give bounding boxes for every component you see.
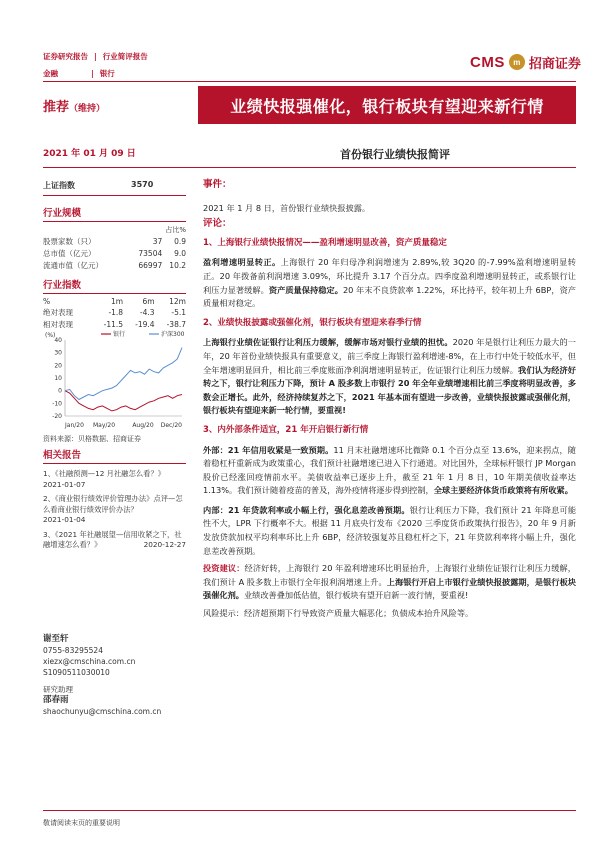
cms-logo [470,52,581,72]
row-value: 37 [152,236,163,246]
risk-warning: 风险提示：经济超预期下行导致资产质量大幅恶化；负债成本抬升风险等。 [203,608,474,619]
section-2-para [203,336,576,418]
row-label: 相对表现 [43,319,73,329]
bold-text: 资产质量保持稳定。 [268,284,343,295]
table-row [43,247,186,259]
row-label: 总市值（亿元） [43,248,96,258]
y-tick-label: 30 [54,349,62,357]
text: 20 年末不良贷款率 1.22%，环比持平，较年初上升 6BP，资产质量相对稳定。 [203,284,576,309]
rating-sub: （维持） [69,104,106,114]
cell: -4.3 [139,307,155,317]
title-divider [43,167,576,168]
assistant-email[interactable]: shaochunyu@cmschina.com.cn [43,707,162,716]
col-header: % [43,296,51,306]
related-reports [43,447,186,551]
series-line-2 [65,348,182,400]
row-value: 73504 [138,248,163,258]
line-chart [43,330,186,430]
y-tick-label: 40 [54,337,62,344]
logo-text-en: CMS [470,53,505,71]
legend-label: 沪深300 [161,331,185,338]
x-tick-label: Dec/20 [160,422,182,429]
bold-text: 我们认为经济好转之下，银行让利压力下降，预计 A 股多数上市银行 20 年全年业绩增速相比前三季度将明显改善，多数会正增长。此外，经济持续复苏之下，2021 年基本面有望进一步改善，业绩快报披露或强催化剂，银行板块有望迎来新一轮行情，要重视! [203,364,577,416]
related-report-link[interactable]: 1、《社融预测—12 月社融怎么看？》 [43,469,166,478]
index-value: 3570 [131,180,154,189]
y-tick-label: -20 [52,413,62,420]
bold-text: 全球主要经济体货币政策将有所收紧。 [433,485,573,496]
text: 上海银行 20 年归母净利润增速为 2.89%,较 3Q20 的-7.99%盈利增速明显转正。20 年拨备前利润增速 3.09%，环比提升 3.17 个百分点。四季度盈利增速明显转正，或系银行让利压力显著缓解。 [203,257,576,295]
table-header [43,296,186,306]
report-date: 2021 年 01 月 09 日 [43,149,136,159]
report-category: 行业简评报告 [102,52,148,61]
event-label: 事件： [203,179,232,190]
x-tick-label: Aug/20 [132,422,154,429]
logo-emblem-icon: m [509,54,525,70]
bold-text: 内部：21 年贷款利率或小幅上行，强化息差改善预期。 [203,504,410,515]
text: 银行让利压力下降，我们预计 21 年降息可能性不大，LPR 下行概率不大。根据 11 月底央行发布《2020 三季度货币政策执行报告》，20 年 9 月新发放贷款加权平均利率环比上升 6BP，经济较强复苏且稳杠杆之下，21 年贷款利率将小幅上升，强化息差改善预期。 [203,504,577,556]
report-title: 业绩快报强催化，银行板块有望迎来新行情 [230,96,544,116]
text: 业绩改善叠加低估值，银行板块有望开启新一波行情，要重视! [243,590,469,601]
section-1-title: 1、上海银行业绩快报情况——盈利增速明显改善，资产质量稳定 [203,237,447,248]
separator: | [91,69,94,78]
index-label: 上证指数 [43,181,75,190]
related-report-date: 2020-12-27 [143,540,186,549]
row-pct: 0.9 [174,236,186,246]
col-header: 6m [142,296,155,306]
series-line-1 [65,391,182,411]
separator: | [94,52,97,61]
top-divider [43,81,576,82]
cell: -38.7 [166,319,186,329]
report-type: 证券研究报告 [43,52,88,61]
section-1-para [203,256,576,310]
related-report-link[interactable]: 2、《商业银行绩效评价管理办法》点评—怎么看商业银行绩效评价办法？ [43,494,183,514]
row-pct: 10.2 [169,260,186,270]
text: 11 月末社融增速环比微降 0.1 个百分点至 13.6%，迎来拐点，随着稳杠杆重新成为政策重心，我们预计社融增速已进入下行通道。对比国外，全球标杆银行 JP Morgan 股价已经涨回疫情前水平。美债收益率已逐步上升，截至 21 年 1 月 8 日，10 年期美债收益率达 1.13%。我们预计随着疫苗的普及，海外疫情将逐步得到控制， [203,444,576,496]
event-text: 2021 年 1 月 8 日，首份银行业绩快报披露。 [203,202,371,213]
row-value: 66997 [138,260,163,270]
rating-label: 推荐 [43,100,70,115]
assistant-role: 研究助理 [43,685,73,694]
analyst-email[interactable]: xiezx@cmschina.com.cn [43,657,136,666]
industry-index-chart [43,330,186,430]
col-header: 1m [111,296,124,306]
y-tick-label: -10 [52,400,62,408]
col-header: 12m [169,296,186,306]
row-pct: 9.0 [174,248,186,258]
report-subtitle: 首份银行业绩快报简评 [340,148,450,161]
y-tick-label: 10 [54,375,62,382]
row-label: 绝对表现 [43,307,73,317]
divider [43,293,186,294]
divider [43,463,186,464]
cell: -19.4 [135,319,155,329]
y-tick-label: 0 [58,387,62,395]
related-report-date: 2021-01-04 [43,515,86,524]
index-block [43,180,186,196]
logo-text-cn: 招商证券 [528,56,581,72]
industry-scale [43,205,186,271]
industry-index [43,277,186,330]
investment-advice [203,562,576,603]
analyst-block [43,634,186,717]
section-3-external [203,444,576,498]
table-row [43,318,186,330]
row-label: 流通市值（亿元） [43,260,103,270]
unit-header: 占比% [165,226,186,234]
x-tick-label: Jan/20 [65,422,84,429]
table-row [43,306,186,318]
cell: -11.5 [103,319,124,329]
y-tick-label: 20 [54,362,62,370]
comment-label: 评论： [203,218,232,230]
assistant-name: 邵春雨 [43,695,69,705]
sector: 金融 [43,69,58,78]
industry-scale-title: 行业规模 [43,208,82,219]
footer-divider [43,810,576,811]
rating [43,96,105,115]
divider [43,195,186,196]
subsector: 银行 [99,69,115,78]
text: 经济好转，上海银行 20 年盈利增速环比明显抬升，上海银行业绩佐证银行让利压力缓解，我们预计 A 股多数上市银行全年报利润增速上升。 [203,563,576,587]
table-row [43,259,186,271]
related-reports-title: 相关报告 [43,450,82,461]
bold-text: 外部：21 年信用收紧是一致预期。 [203,444,334,455]
cell: -5.1 [171,307,186,317]
table-row [43,235,186,247]
text: 2020 年是银行让利压力最大的一年，20 年首份业绩快报具有重要意义，前三季度上海银行盈利增速-8%，在上市行中处于较低水平，但全年增速明显回升，相比前三季度账面净利润增速明显转正，佐证银行让利压力缓解。 [203,337,576,375]
bold-text: 上海银行开启上市银行业绩快报披露期，是银行板块强催化剂。 [203,576,576,601]
section-3-title: 3、内外部条件适宜，21 年开启银行新行情 [203,424,369,435]
y-axis-label: (%) [45,332,56,339]
section-2-title: 2、业绩快报披露或强催化剂，银行板块有望迎来春季行情 [203,317,422,328]
industry-index-table [43,296,186,330]
advice-label: 投资建议： [203,563,245,574]
industry-index-title: 行业指数 [43,280,82,291]
related-report-date: 2021-01-07 [43,479,86,489]
section-3-internal [203,504,576,558]
analyst-name: 谢至轩 [43,634,69,644]
source-note: 资料来源：贝格数据、招商证券 [43,435,141,443]
bold-text: 盈利增速明显转正。 [203,257,281,268]
divider [43,221,186,222]
industry-scale-table [43,235,186,271]
row-label: 股票家数（只） [43,236,96,246]
report-body [203,178,576,621]
report-title-banner [198,86,576,124]
footer-note: 敬请阅读末页的重要说明 [43,819,120,827]
analyst-phone: 0755-83295524 [43,646,103,655]
x-tick-label: May/20 [92,422,116,429]
related-report-link[interactable]: 3、《2021 年社融展望—信用收紧之下，社融增速怎么看？》 [43,529,182,549]
report-type-line [43,51,148,62]
sector-line [43,68,115,79]
cell: -1.8 [108,307,124,317]
analyst-cert: S1090511030010 [43,668,110,677]
legend-label: 银行 [113,331,126,338]
bold-text: 上海银行业绩佐证银行让利压力缓解，缓解市场对银行业绩的担忧。 [203,337,453,348]
